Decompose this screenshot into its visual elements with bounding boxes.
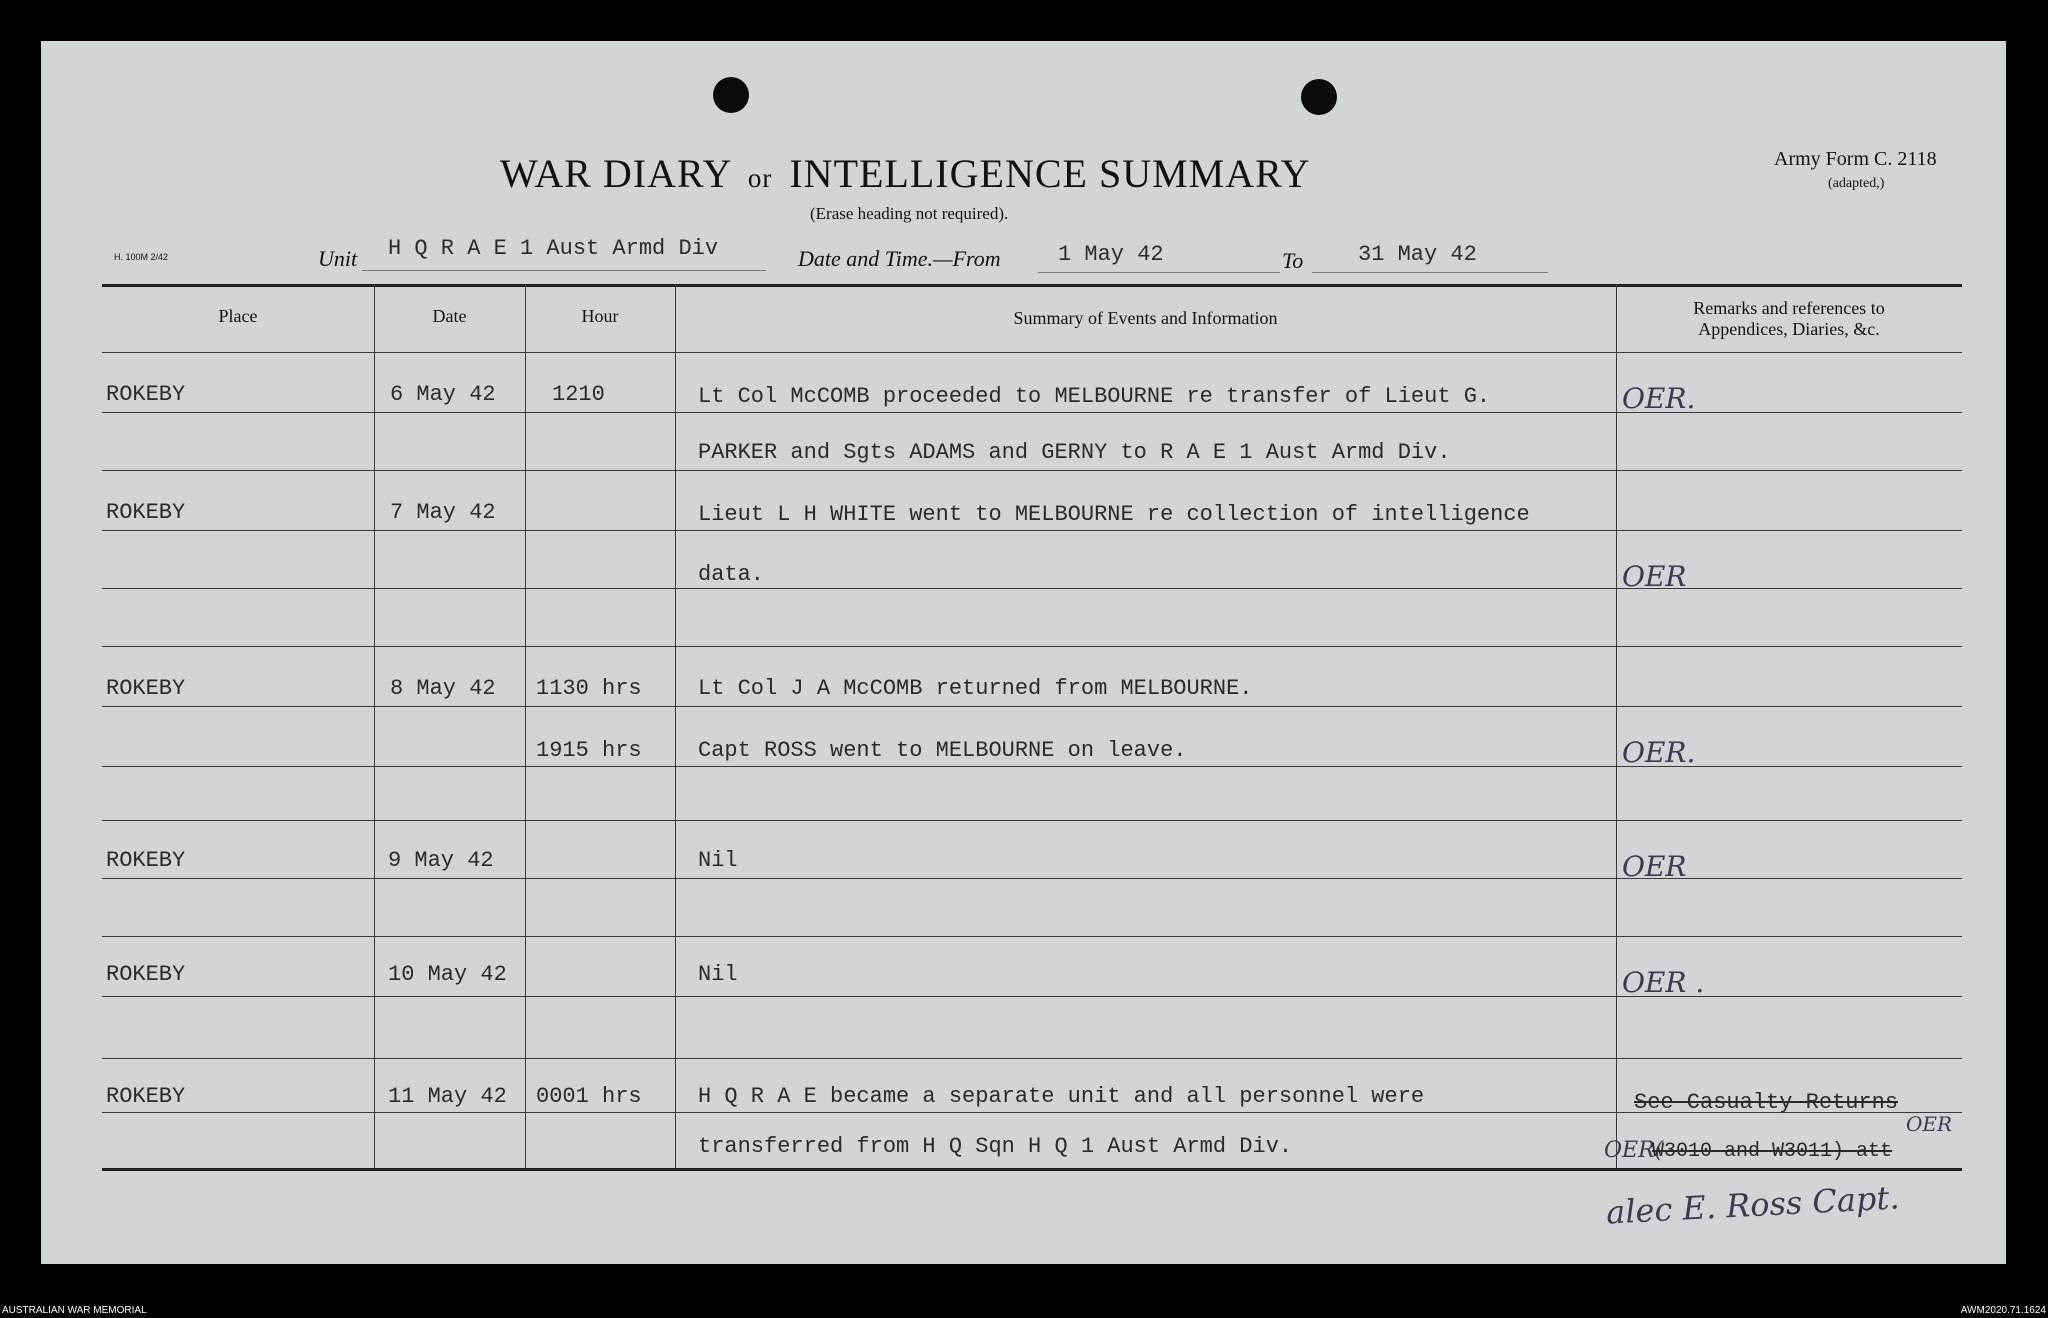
form-title (500, 150, 1310, 197)
remark-initials: OER. (1622, 736, 1696, 769)
entry-date: 11 May 42 (388, 1084, 507, 1109)
diary-page (41, 41, 2006, 1264)
officer-signature: alec E. Ross Capt. (1605, 1178, 1901, 1232)
entry-summary-cont: data. (698, 562, 765, 587)
remark-initials: OER (1622, 850, 1687, 883)
entry-hour: 1130 hrs (536, 676, 642, 701)
remarks-header-line2: Appendices, Diaries, &c. (1698, 319, 1880, 339)
entry-hour: 1210 (552, 382, 605, 407)
column-header-hour: Hour (581, 306, 619, 326)
print-code: H. 100M 2/42 (114, 252, 169, 262)
punch-hole-right (1301, 79, 1337, 115)
form-subtitle: (Erase heading not required). (810, 204, 1009, 223)
archive-credit: AUSTRALIAN WAR MEMORIAL (2, 1305, 147, 1316)
army-form-number: Army Form C. 2118 (1774, 148, 1937, 170)
column-header-summary: Summary of Events and Information (1013, 308, 1278, 328)
entry-place: ROKEBY (106, 676, 186, 701)
remark-struck-returns-ref: W3010 and W3011) att (1652, 1140, 1893, 1163)
army-form-adapted: (adapted,) (1828, 176, 1885, 191)
remark-initials: OER. (1622, 382, 1696, 415)
title-intelligence-summary: INTELLIGENCE SUMMARY (789, 151, 1311, 196)
title-war-diary: WAR DIARY (500, 151, 731, 196)
entry-hour-2: 1915 hrs (536, 738, 642, 763)
entry-summary-cont: transferred from H Q Sqn H Q 1 Aust Armd Div. (698, 1134, 1293, 1159)
entry-place: ROKEBY (106, 848, 186, 873)
entry-date: 8 May 42 (390, 676, 496, 701)
date-to: 31 May 42 (1358, 242, 1477, 267)
entry-summary: Nil (698, 962, 738, 987)
entry-place: ROKEBY (106, 382, 186, 407)
entry-summary: Lieut L H WHITE went to MELBOURNE re collection of intelligence (698, 502, 1530, 527)
column-header-place: Place (218, 306, 258, 326)
remark-initials: OER (1906, 1112, 1953, 1136)
entry-date: 6 May 42 (390, 382, 496, 407)
entry-place: ROKEBY (106, 962, 186, 987)
entry-summary: H Q R A E became a separate unit and all personnel were (698, 1084, 1425, 1109)
column-header-date: Date (432, 306, 467, 326)
remark-initials: OER . (1622, 966, 1705, 999)
remark-initials-prefix: OER( (1604, 1138, 1664, 1163)
entry-date: 9 May 42 (388, 848, 494, 873)
entry-summary: Lt Col J A McCOMB returned from MELBOURNE. (698, 676, 1253, 701)
remark-struck-casualty-returns: See Casualty Returns (1634, 1090, 1899, 1115)
remark-initials: OER (1622, 560, 1687, 593)
column-header-remarks (1616, 298, 1962, 340)
unit-value: H Q R A E 1 Aust Armd Div (388, 236, 719, 261)
entry-date: 7 May 42 (390, 500, 496, 525)
archive-reference: AWM2020.71.1624 (1960, 1305, 2046, 1316)
punch-hole-left (713, 77, 749, 113)
to-label: To (1282, 248, 1304, 273)
remarks-header-line1: Remarks and references to (1693, 298, 1885, 318)
entry-date: 10 May 42 (388, 962, 507, 987)
entry-hour: 0001 hrs (536, 1084, 642, 1109)
date-from: 1 May 42 (1058, 242, 1164, 267)
date-time-label: Date and Time.—From (798, 246, 1001, 271)
title-or: or (747, 163, 773, 193)
entry-summary-cont: Capt ROSS went to MELBOURNE on leave. (698, 738, 1187, 763)
unit-label: Unit (318, 246, 358, 271)
entry-summary: Lt Col McCOMB proceeded to MELBOURNE re transfer of Lieut G. (698, 384, 1491, 409)
entry-summary: Nil (698, 848, 738, 873)
entry-place: ROKEBY (106, 1084, 186, 1109)
entry-summary-cont: PARKER and Sgts ADAMS and GERNY to R A E 1 Aust Armd Div. (698, 440, 1451, 465)
entry-place: ROKEBY (106, 500, 186, 525)
